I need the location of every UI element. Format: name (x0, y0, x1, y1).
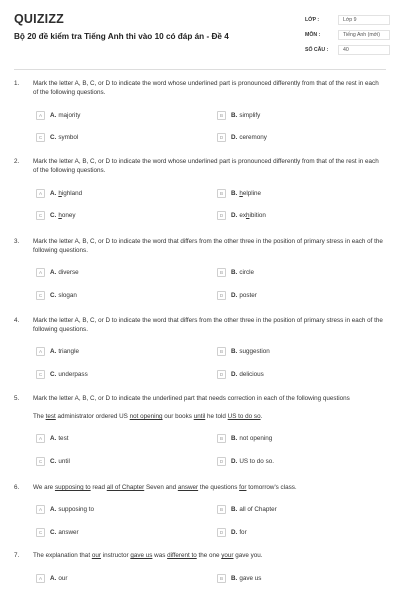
option-b[interactable]: B B. suggestion (217, 345, 270, 357)
option-box: A (36, 268, 45, 277)
option-c[interactable]: C C. honey (36, 209, 75, 221)
option-d[interactable]: D D. ceremony (217, 131, 267, 143)
option-box: A (36, 347, 45, 356)
option-box: A (36, 505, 45, 514)
question-sentence: We are supposing to read all of Chapter Seven and answer the questions for tomorrow's class. (33, 484, 297, 491)
header-divider (14, 69, 386, 70)
question-text: Mark the letter A, B, C, or D to indicate the word whose underlined part is pronounced differently from that of the rest in each of the following questions. (33, 80, 379, 96)
option-box: C (36, 528, 45, 537)
option-a[interactable]: A A. highland (36, 187, 82, 199)
option-a[interactable]: A A. supposing to (36, 503, 94, 515)
option-box: B (217, 347, 226, 356)
option-b[interactable]: B B. not opening (217, 432, 272, 444)
option-b[interactable]: B B. circle (217, 266, 254, 278)
page-header (0, 0, 400, 68)
meta-class-value: Lớp 9 (338, 15, 390, 25)
option-box: D (217, 211, 226, 220)
option-a[interactable]: A A. diverse (36, 266, 79, 278)
option-box: B (217, 505, 226, 514)
option-box: A (36, 574, 45, 583)
option-c[interactable]: C C. underpass (36, 368, 88, 380)
meta-count-label: SỐ CÂU : (305, 47, 329, 53)
question-number: 2. (14, 158, 20, 165)
option-box: B (217, 189, 226, 198)
option-box: C (36, 291, 45, 300)
meta-subject (305, 30, 390, 40)
option-c[interactable]: C C. symbol (36, 131, 78, 143)
quizizz-logo: QUIZIZZ (14, 12, 65, 26)
option-box: C (36, 457, 45, 466)
option-a[interactable]: A A. test (36, 432, 68, 444)
question-text: Mark the letter A, B, C, or D to indicate the word whose underlined part is pronounced differently from that of the rest in each of the following questions. (33, 158, 379, 174)
meta-subject-value: Tiếng Anh (mới) (338, 30, 390, 40)
option-box: D (217, 528, 226, 537)
option-box: D (217, 291, 226, 300)
option-d[interactable]: D D. exhibition (217, 209, 266, 221)
meta-class (305, 15, 390, 25)
question-number: 4. (14, 317, 20, 324)
option-box: C (36, 133, 45, 142)
option-box: A (36, 189, 45, 198)
option-c[interactable]: C C. slogan (36, 289, 77, 301)
option-b[interactable]: B B. simplify (217, 109, 260, 121)
option-d[interactable]: D D. US to do so. (217, 455, 274, 467)
question-text: Mark the letter A, B, C, or D to indicate the word that differs from the other three in the position of primary stress in each of the following questions. (33, 238, 383, 254)
option-a[interactable]: A A. our (36, 572, 67, 584)
option-box: D (217, 457, 226, 466)
meta-subject-label: MÔN : (305, 32, 321, 38)
meta-class-label: LỚP : (305, 17, 320, 23)
meta-count (305, 45, 390, 55)
option-b[interactable]: B B. all of Chapter (217, 503, 277, 515)
option-box: D (217, 133, 226, 142)
option-b[interactable]: B B. gave us (217, 572, 261, 584)
option-b[interactable]: B B. helpline (217, 187, 261, 199)
option-d[interactable]: D D. for (217, 526, 247, 538)
option-box: A (36, 434, 45, 443)
option-a[interactable]: A A. triangle (36, 345, 79, 357)
option-d[interactable]: D D. poster (217, 289, 257, 301)
question-number: 7. (14, 552, 20, 559)
question-text: Mark the letter A, B, C, or D to indicate the word that differs from the other three in the position of primary stress in each of the following questions. (33, 317, 383, 333)
question-number: 1. (14, 80, 20, 87)
option-d[interactable]: D D. delicious (217, 368, 264, 380)
option-box: D (217, 370, 226, 379)
option-box: C (36, 370, 45, 379)
option-c[interactable]: C C. answer (36, 526, 79, 538)
option-box: B (217, 434, 226, 443)
meta-count-value: 40 (338, 45, 390, 55)
option-a[interactable]: A A. majority (36, 109, 80, 121)
option-box: B (217, 574, 226, 583)
question-sentence: The test administrator ordered US not opening our books until he told US to do so. (33, 413, 263, 420)
question-number: 3. (14, 238, 20, 245)
option-box: B (217, 111, 226, 120)
page-title: Bộ 20 đề kiểm tra Tiếng Anh thi vào 10 có đáp án - Đề 4 (14, 32, 229, 41)
option-box: A (36, 111, 45, 120)
option-c[interactable]: C C. until (36, 455, 70, 467)
question-text: Mark the letter A, B, C, or D to indicate the underlined part that needs correction in each of the following questions (33, 395, 350, 402)
option-box: C (36, 211, 45, 220)
question-number: 6. (14, 484, 20, 491)
option-box: B (217, 268, 226, 277)
question-number: 5. (14, 395, 20, 402)
question-sentence: The explanation that our instructor gave us was different to the one your gave you. (33, 552, 263, 559)
